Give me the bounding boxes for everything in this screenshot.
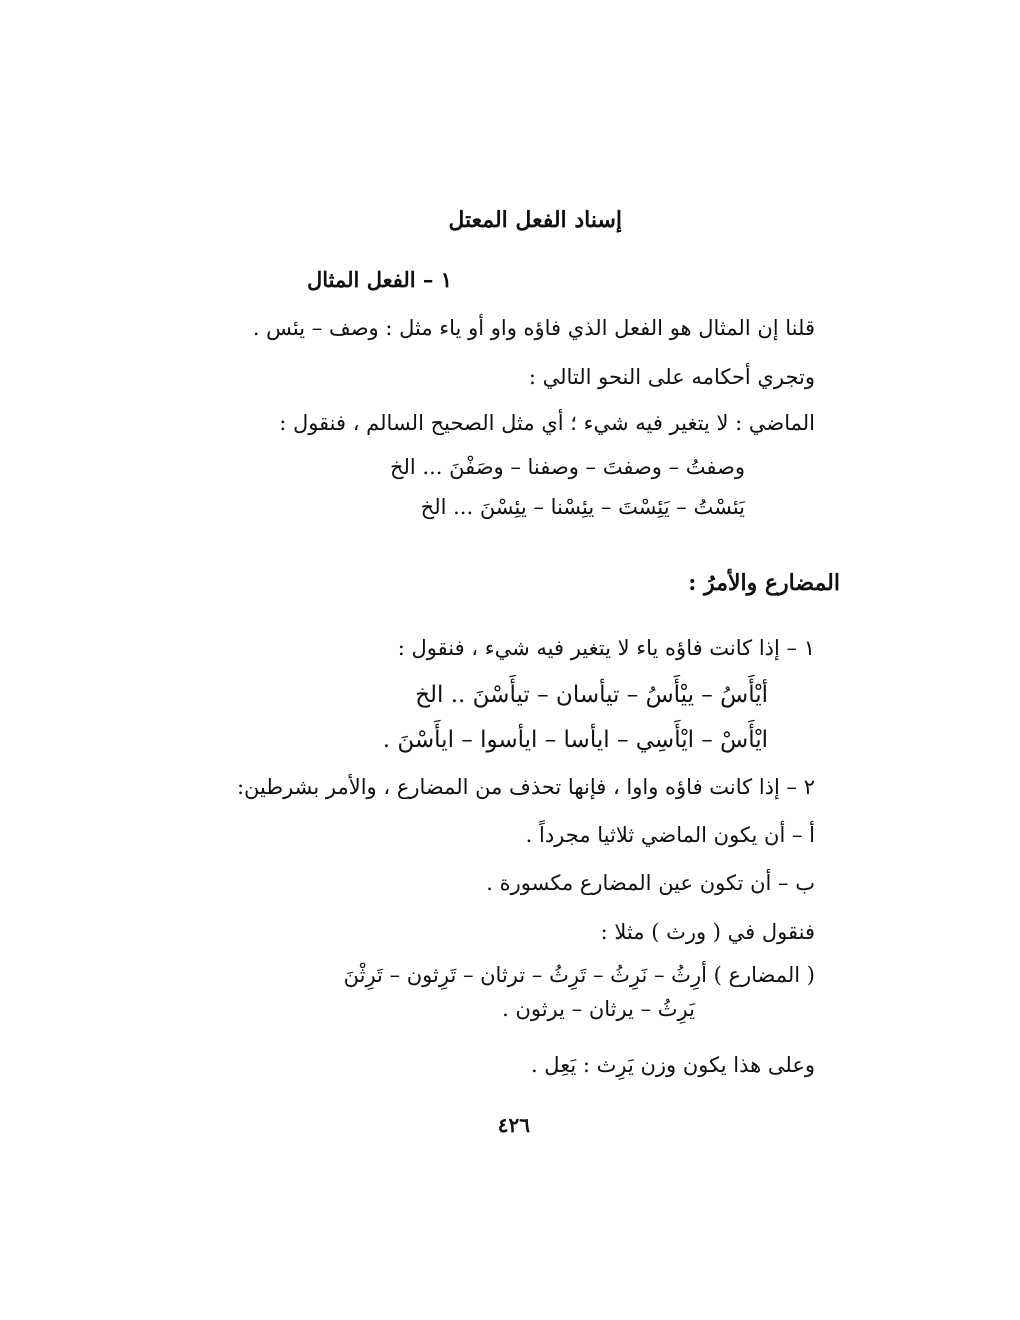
- condition-b: ب – أن تكون عين المضارع مكسورة .: [486, 871, 815, 895]
- past-example-wasafa: وصفتُ – وصفتَ – وصفنا – وصَفْنَ ... الخ: [389, 455, 745, 479]
- intro-line-1: قلنا إن المثال هو الفعل الذي فاؤه واو أو ياء مثل : وصف – يئس .: [252, 316, 815, 340]
- past-tense-rule: الماضي : لا يتغير فيه شيء ؛ أي مثل الصحيح السالم ، فنقول :: [279, 411, 815, 435]
- warith-example-line-2: يَرِثُ – يرثان – يرثون .: [502, 997, 695, 1021]
- past-example-yaisa: يَئسْتُ – يَئِسْتَ – يئِسْنا – يئِسْنَ ... الخ: [420, 495, 745, 519]
- rule-1-example-present: أيْأَسُ – ييْأَسُ – تيأسان – تيأَسْنَ .. الخ: [415, 682, 768, 708]
- present-imperative-title: المضارع والأمرُ :: [688, 570, 840, 596]
- rule-1-example-imperative: ايْأَسْ – ايْأَسِي – ايأسا – ايأسوا – ايأَسْنَ .: [382, 727, 768, 753]
- section-title-mithal: ١ – الفعل المثال: [307, 267, 452, 292]
- intro-line-2: وتجري أحكامه على النحو التالي :: [528, 365, 815, 389]
- condition-a: أ – أن يكون الماضي ثلاثيا مجرداً .: [525, 823, 815, 847]
- example-intro: فنقول في ( ورث ) مثلا :: [600, 920, 815, 944]
- chapter-title: إسناد الفعل المعتل: [448, 207, 622, 233]
- page-number: ٤٢٦: [497, 1113, 530, 1137]
- rule-1: ١ – إذا كانت فاؤه ياء لا يتغير فيه شيء ، فنقول :: [397, 636, 815, 660]
- warith-example-line-1: ( المضارع ) أرِثُ – نَرِثُ – تَرِثُ – ترثان – تَرِثون – تَرِثْنَ: [343, 963, 815, 987]
- rule-2: ٢ – إذا كانت فاؤه واوا ، فإنها تحذف من المضارع ، والأمر بشرطين:: [236, 775, 815, 799]
- closing-line: وعلى هذا يكون وزن يَرِث : يَعِل .: [530, 1053, 815, 1077]
